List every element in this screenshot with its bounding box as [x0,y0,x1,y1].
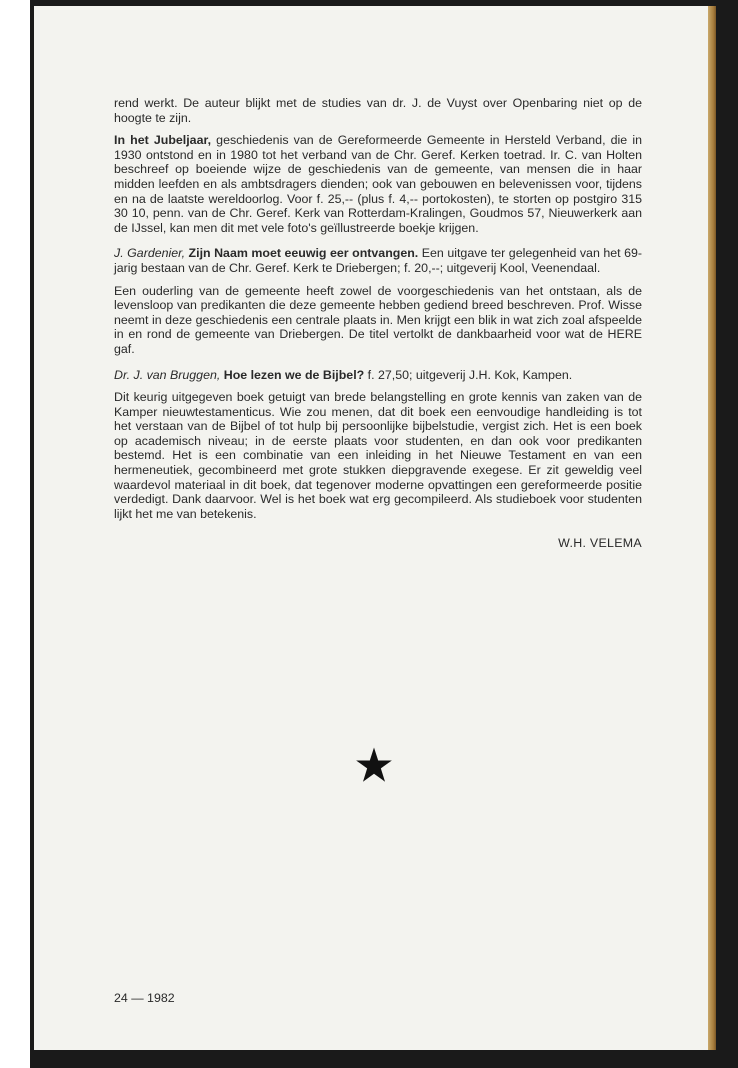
paragraph-gardenier-review [114,284,642,357]
paragraph-text: f. 27,50; uitgeverij J.H. Kok, Kampen. [364,367,573,382]
author-signature: W.H. VELEMA [558,536,642,551]
paragraph-gardenier-heading [114,246,642,275]
paragraph-text: Dit keurig uitgegeven boek getuigt van brede belangstelling en grote kennis van zaken van de Kamper nieuwtestamenticus. Wie zou menen, dat dit boek een eenvoudige handleiding is tot het verstaan van de Bijbel of tot hulp bij persoonlijke bijbelstudie, vergist zich. Het is een boek op academisch niveau; in de eerste plaats voor studenten, en dan ook voor predikanten bestemd. Het is een combinatie van een inleiding in het Nieuwe Testament en van een hermeneutiek, gecombineerd met grote stukken diepgravende exegese. Er zit geweldig veel waardevol materiaal in dit boek, dat tegenover moderne opvattingen een gereformeerde positie verdedigt. Dank daarvoor. Wel is het boek wat erg gecompileerd. Als studieboek voor studenten lijkt het me van betekenis. [114,390,642,521]
scan-border-bottom [30,1050,738,1068]
paragraph-jubeljaar [114,133,642,235]
paragraph-text: Een uitgave ter gelegenheid van het 69-jarig bestaan van de Chr. Geref. Kerk te Driebergen; f. 20,--; uitgeverij Kool, Veenendaal. [114,246,643,275]
scan-border-right [716,0,738,1068]
book-title: Hoe lezen we de Bijbel? [220,367,365,382]
paragraph-review-continuation [114,96,642,125]
paragraph-van-bruggen-review [114,390,642,521]
paragraph-text: Een ouderling van de gemeente heeft zowel de voorgeschiedenis van het ontstaan, als de levensloop van predikanten die deze gemeente hebben gediend breed beschreven. Prof. Wisse neemt in deze geschiedenis een centrale plaats in. Men krijgt een blik in wat zich zoal afspeelde in en rond de gemeente van Driebergen. De titel vertolkt de dankbaarheid voor wat de HERE gaf. [114,283,642,356]
book-author: J. Gardenier, [114,246,186,261]
scan-border-top [30,0,738,6]
book-title: In het Jubeljaar, [114,133,212,148]
paragraph-text: rend werkt. De auteur blijkt met de studies van dr. J. de Vuyst over Openbaring niet op de hoogte te zijn. [114,96,642,125]
book-author: Dr. J. van Bruggen, [114,367,221,382]
paragraph-van-bruggen-heading [114,368,642,383]
page-number: 24 — 1982 [114,991,175,1005]
book-title: Zijn Naam moet eeuwig eer ontvangen. [185,246,419,261]
star-icon [355,746,393,784]
page-body [114,96,642,551]
scan-border-left [30,0,34,1068]
paragraph-text: geschiedenis van de Gereformeerde Gemeente in Hersteld Verband, die in 1930 ontstond en in 1980 tot het verband van de Chr. Geref. Kerken toetrad. Ir. C. van Holten beschreef op boeiende wijze de geschiedenis van de gemeente, van mensen die in haar midden leefden en als ambtsdragers dienden; ook van gebouwen en belevenissen voor, tijdens en na de laatste wereldoorlog. Voor f. 25,-- (plus f. 4,-- portokosten), te storten op postgiro 315 30 10, penn. van de Chr. Geref. Kerk van Rotterdam-Kralingen, Goudmos 57, Nieuwerkerk aan de IJssel, kan men dit met vele foto's geïllustreerde boekje krijgen. [114,133,642,235]
